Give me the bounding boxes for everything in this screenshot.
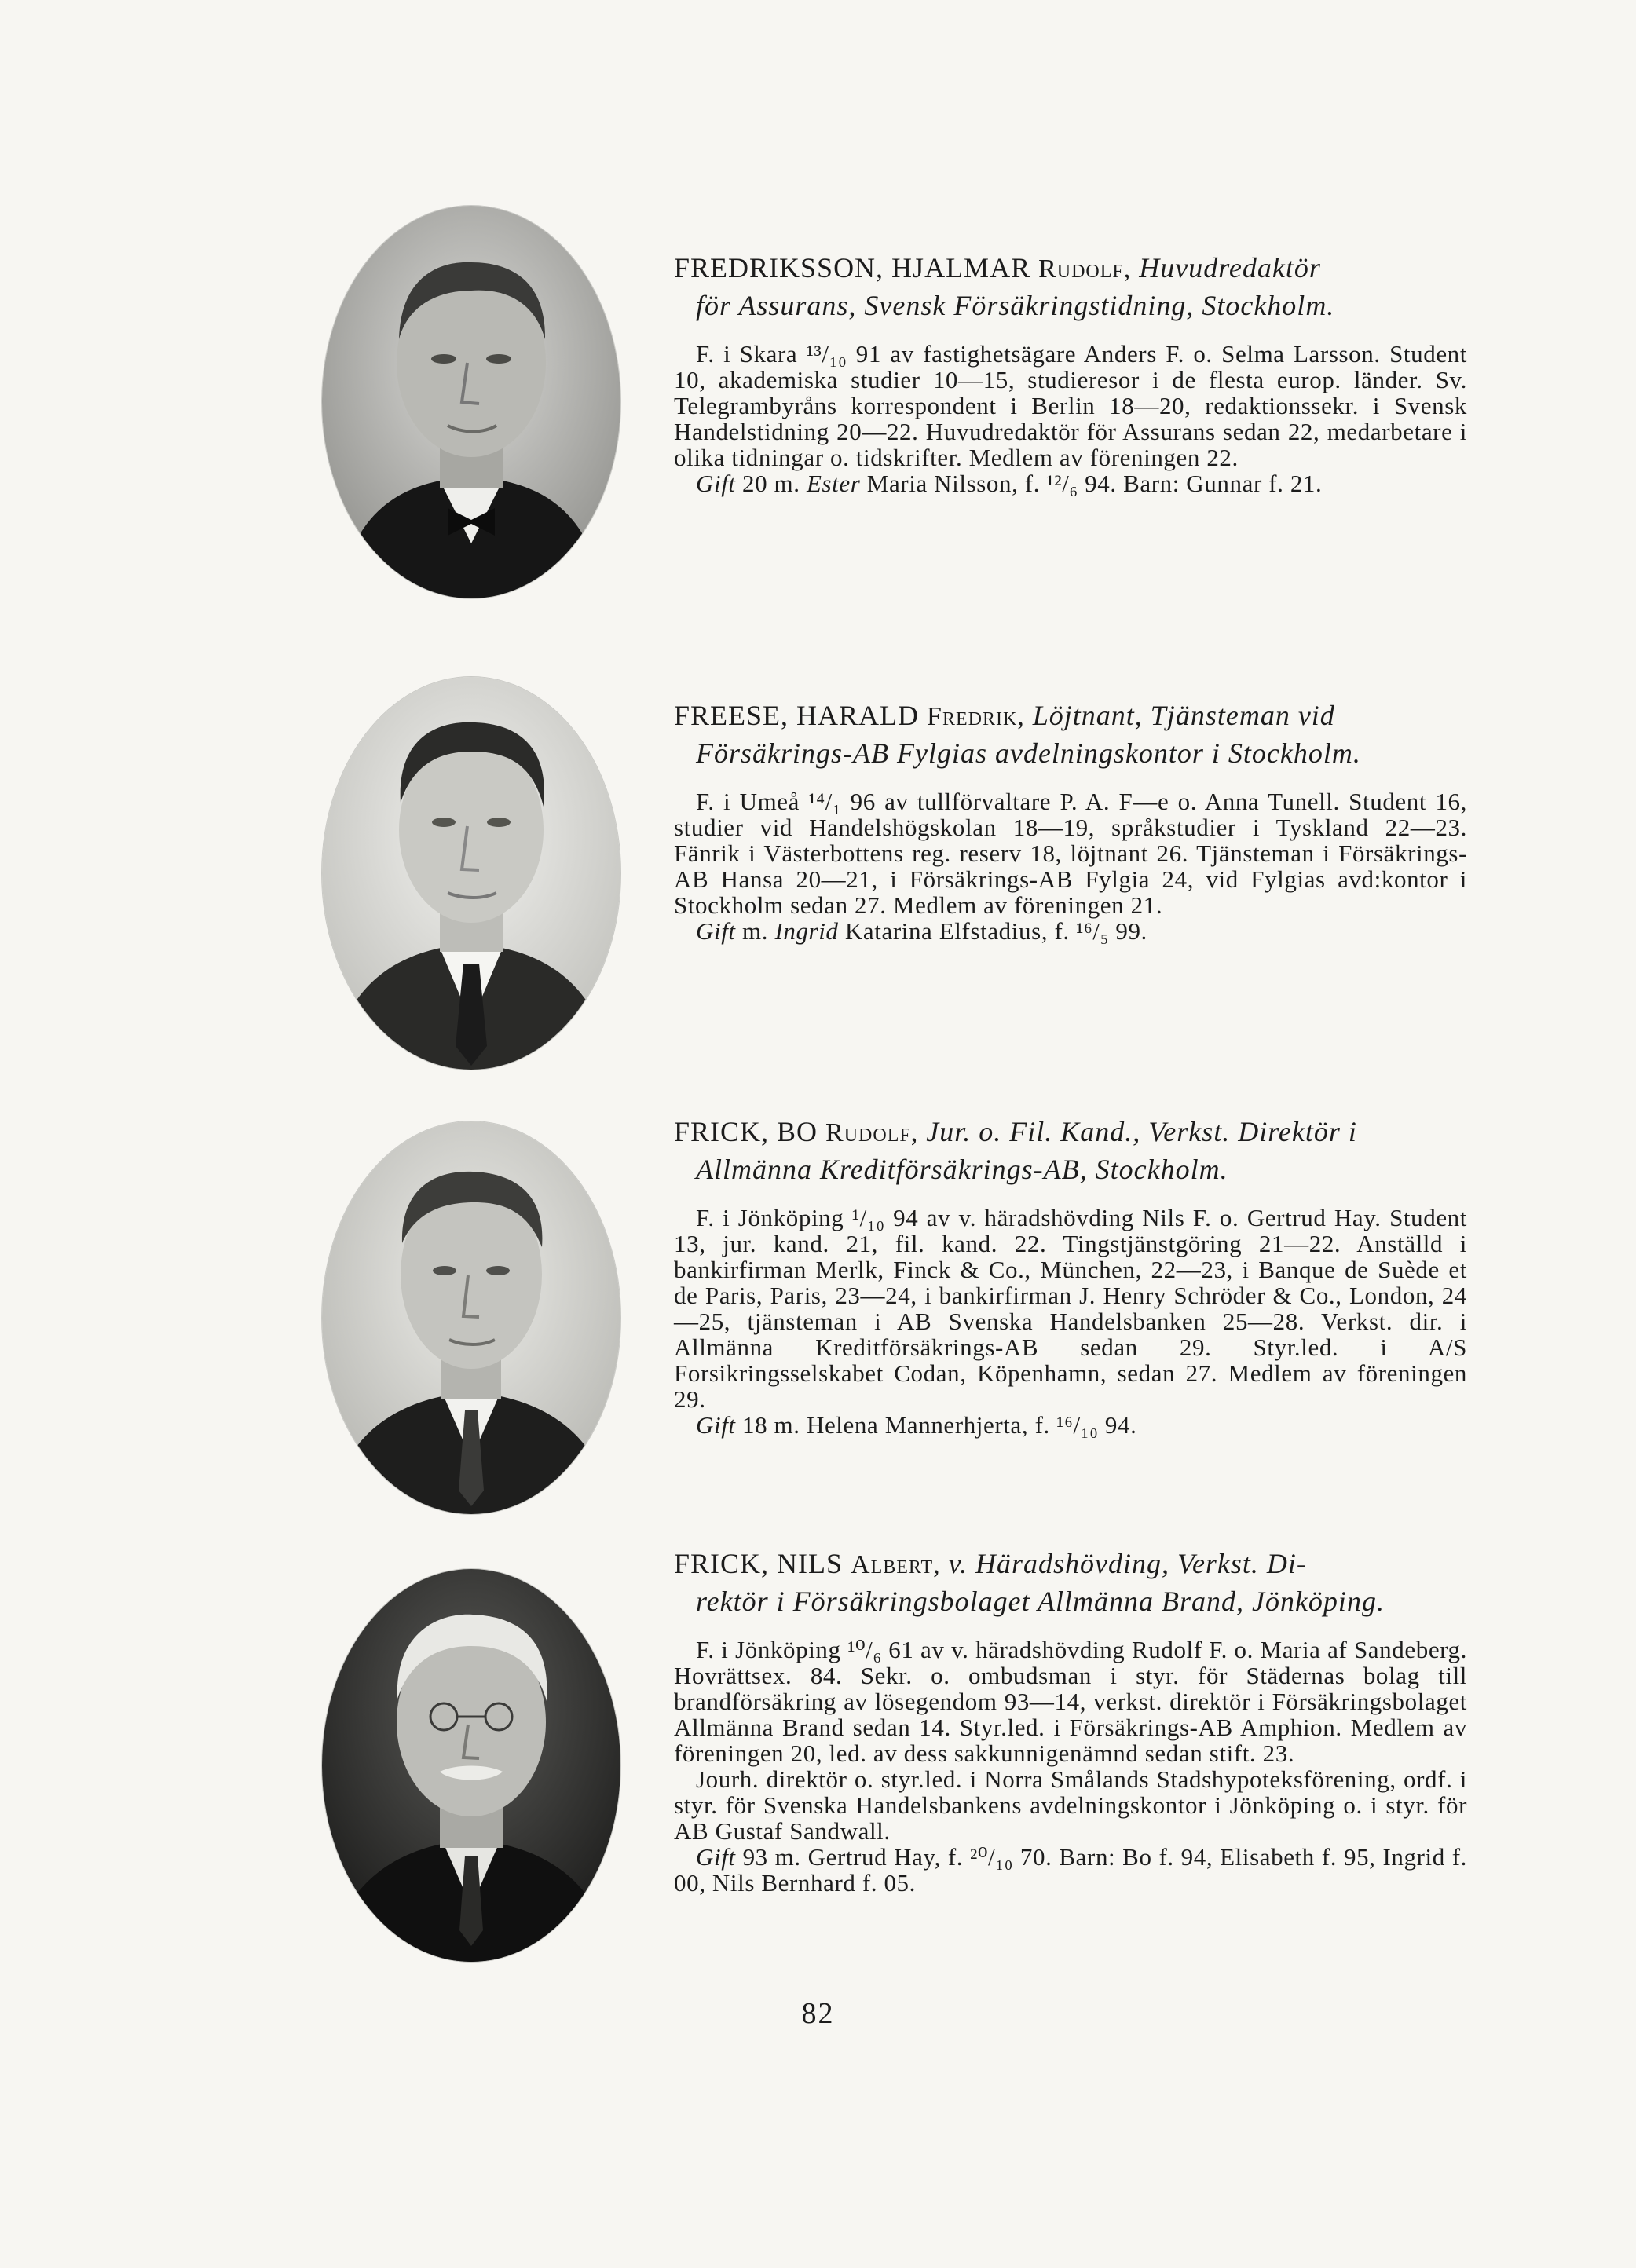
portrait-photo: [322, 677, 620, 1070]
entry-text: [674, 1546, 1467, 1896]
entry-forename: Fredrik,: [927, 702, 1025, 731]
entry-title: v. Häradshövding, Verkst. Di-: [948, 1548, 1307, 1579]
portrait-photo: [322, 1121, 620, 1514]
entry-title: Huvudredaktör: [1139, 252, 1321, 284]
entry-heading: [674, 697, 1467, 771]
gift-label: Gift: [696, 1843, 736, 1871]
gift-rest: Maria Nilsson, f. ¹²/₆ 94. Barn: Gunnar f. 21.: [866, 470, 1323, 497]
entry-biography: F. i Skara ¹³/₁₀ 91 av fastighetsägare Anders F. o. Selma Larsson. Student 10, akademiska studier 10—15, studieresor i de flesta europ. länder. Sv. Telegrambyråns korrespondent i Berlin 18—20, redaktionssekr. i Svensk Handelstidning 20—22. Huvudredaktör för Assurans sedan 22, medarbetare i olika tidningar o. tidskrifter. Medlem av föreningen 22.: [674, 340, 1467, 471]
spouse-name: Ingrid: [774, 917, 839, 945]
page-number: 82: [801, 1997, 835, 2030]
entry-marriage: [674, 918, 1467, 944]
gift-label: Gift: [696, 917, 736, 945]
portrait-photo: [322, 1569, 620, 1962]
entry-biography: F. i Jönköping ¹⁰/₆ 61 av v. häradshövding Rudolf F. o. Maria af Sandeberg. Hovrättsex. 84. Sekr. o. ombudsman i styr. för Städernas bolag till brandförsäkring av lösegendom 93—14, verkst. direktör i Försäkringsbolaget Allmänna Brand sedan 14. Styr.led. i Försäkrings-AB Amphion. Medlem av föreningen 20, led. av dess sakkunnigenämnd sedan stift. 23.: [674, 1636, 1467, 1767]
spouse-name: Ester: [806, 470, 861, 497]
entry-marriage: [674, 1412, 1467, 1438]
entry-text: [674, 697, 1467, 944]
entry-biography-continued: Jourh. direktör o. styr.led. i Norra Smålands Stadshypoteksförening, ordf. i styr. för Svenska Handelsbankens avdelningskontor i Jönköping o. i styr. för AB Gustaf Sandwall.: [674, 1765, 1467, 1845]
entry-title: Jur. o. Fil. Kand., Verkst. Direktör i: [926, 1116, 1357, 1147]
entry-title-continued: Försäkrings-AB Fylgias avdelningskontor i Stockholm.: [696, 737, 1361, 769]
entry-title-continued: för Assurans, Svensk Försäkringstidning, Stockholm.: [696, 290, 1335, 321]
entry-forename: Rudolf,: [1038, 254, 1132, 284]
entry-heading: [674, 250, 1467, 324]
entry-name: FREDRIKSSON, HJALMAR: [674, 252, 1031, 284]
gift-text: 18 m. Helena Mannerhjerta, f. ¹⁶/₁₀ 94.: [742, 1411, 1137, 1439]
entry-title: Löjtnant, Tjänsteman vid: [1032, 700, 1335, 731]
gift-rest: Katarina Elfstadius, f. ¹⁶/₅ 99.: [844, 917, 1147, 945]
gift-text: m.: [742, 917, 769, 945]
gift-label: Gift: [696, 470, 736, 497]
entry-forename: Albert,: [851, 1550, 941, 1579]
entry-heading: [674, 1546, 1467, 1619]
entry-biography: F. i Umeå ¹⁴/₁ 96 av tullförvaltare P. A. F—e o. Anna Tunell. Student 16, studier vid Handelshögskolan 18—19, språkstudier i Tyskland 22—23. Fänrik i Västerbottens reg. reserv 18, löjtnant 26. Tjänsteman i Försäkrings-AB Hansa 20—21, i Försäkrings-AB Fylgia 24, vid Fylgias avd:kontor i Stockholm sedan 27. Medlem av föreningen 21.: [674, 788, 1467, 919]
entry-heading: [674, 1114, 1467, 1187]
entry-title-continued: rektör i Försäkringsbolaget Allmänna Brand, Jönköping.: [696, 1586, 1385, 1617]
portrait-photo: [322, 206, 620, 598]
entry-name: FREESE, HARALD: [674, 700, 920, 731]
entry-name: FRICK, BO: [674, 1116, 818, 1147]
gift-text: 20 m.: [742, 470, 800, 497]
entry-forename: Rudolf,: [825, 1118, 919, 1147]
gift-text: 93 m. Gertrud Hay, f. ²⁰/₁₀ 70. Barn: Bo f. 94, Elisabeth f. 95, Ingrid f. 00, Nils Bernhard f. 05.: [674, 1843, 1467, 1897]
gift-label: Gift: [696, 1411, 736, 1439]
entry-marriage: [674, 470, 1467, 496]
entry-text: [674, 250, 1467, 496]
entry-biography: F. i Jönköping ¹/₁₀ 94 av v. häradshövding Nils F. o. Gertrud Hay. Student 13, jur. kand. 21, fil. kand. 22. Tingstjänstgöring 21—22. Anställd i bankirfirman Merlk, Finck & Co., München, 22—23, i Banque de Suède et de Paris, Paris, 23—24, i bankirfirman J. Henry Schröder & Co., London, 24—25, tjänsteman i AB Svenska Handelsbanken 25—28. Verkst. dir. i Allmänna Kreditförsäkrings-AB sedan 29. Styr.led. i A/S Forsikringsselskabet Codan, Köpenhamn, sedan 27. Medlem av föreningen 29.: [674, 1204, 1467, 1413]
entry-marriage: [674, 1844, 1467, 1896]
entry-name: FRICK, NILS: [674, 1548, 844, 1579]
entry-title-continued: Allmänna Kreditförsäkrings-AB, Stockholm.: [696, 1154, 1228, 1185]
entry-text: [674, 1114, 1467, 1438]
